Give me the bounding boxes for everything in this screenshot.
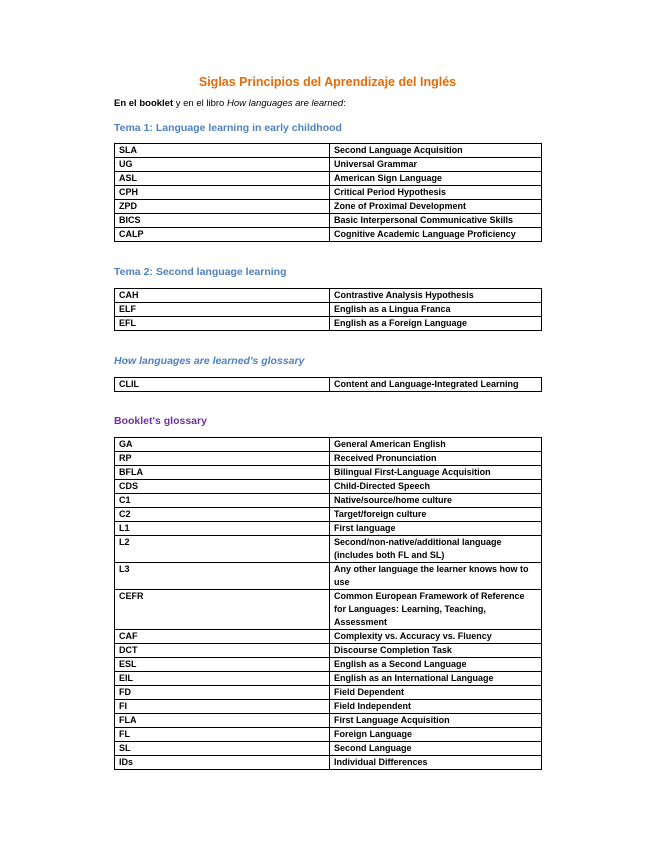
acronym-cell: CEFR (115, 590, 330, 630)
table-row (115, 452, 542, 466)
definition-cell: Bilingual First-Language Acquisition (330, 466, 542, 480)
acronym-cell: DCT (115, 644, 330, 658)
acronym-cell: C1 (115, 494, 330, 508)
definition-cell: Target/foreign culture (330, 508, 542, 522)
definition-cell: Cognitive Academic Language Proficiency (330, 228, 542, 242)
table-row (115, 728, 542, 742)
table-row (115, 317, 542, 331)
table-row (115, 228, 542, 242)
definition-cell: Second Language (330, 742, 542, 756)
intro-middle: y en el libro (173, 98, 227, 109)
glossary-table-booklet (114, 437, 542, 770)
acronym-cell: ASL (115, 172, 330, 186)
acronym-cell: FD (115, 686, 330, 700)
table-row (115, 536, 542, 563)
table-row (115, 158, 542, 172)
definition-cell: Second/non-native/additional language (includes both FL and SL) (330, 536, 542, 563)
table-row (115, 742, 542, 756)
definition-cell: Critical Period Hypothesis (330, 186, 542, 200)
table-row (115, 144, 542, 158)
table-row (115, 303, 542, 317)
acronym-cell: CDS (115, 480, 330, 494)
glossary-table-tema1 (114, 143, 542, 242)
table-row (115, 644, 542, 658)
definition-cell: Second Language Acquisition (330, 144, 542, 158)
table-row (115, 378, 542, 392)
table-row (115, 214, 542, 228)
definition-cell: Contrastive Analysis Hypothesis (330, 289, 542, 303)
definition-cell: Complexity vs. Accuracy vs. Fluency (330, 630, 542, 644)
intro-end: : (343, 98, 346, 109)
definition-cell: Native/source/home culture (330, 494, 542, 508)
section-heading-tema2: Tema 2: Second language learning (114, 266, 287, 278)
definition-cell: English as a Lingua Franca (330, 303, 542, 317)
glossary-table-tema2 (114, 288, 542, 331)
section-heading-booklet-glossary: Booklet's glossary (114, 415, 207, 427)
table-row (115, 438, 542, 452)
table-row (115, 480, 542, 494)
table-row (115, 714, 542, 728)
definition-cell: Field Dependent (330, 686, 542, 700)
acronym-cell: CAF (115, 630, 330, 644)
definition-cell: Any other language the learner knows how to use (330, 563, 542, 590)
acronym-cell: ESL (115, 658, 330, 672)
acronym-cell: RP (115, 452, 330, 466)
table-row (115, 686, 542, 700)
acronym-cell: BICS (115, 214, 330, 228)
acronym-cell: L3 (115, 563, 330, 590)
table-row (115, 494, 542, 508)
definition-cell: Content and Language-Integrated Learning (330, 378, 542, 392)
table-row (115, 186, 542, 200)
acronym-cell: ZPD (115, 200, 330, 214)
table-row (115, 630, 542, 644)
section-heading-book-glossary: How languages are learned's glossary (114, 355, 305, 367)
acronym-cell: GA (115, 438, 330, 452)
definition-cell: Zone of Proximal Development (330, 200, 542, 214)
acronym-cell: L1 (115, 522, 330, 536)
definition-cell: Universal Grammar (330, 158, 542, 172)
definition-cell: Individual Differences (330, 756, 542, 770)
intro-line (114, 98, 346, 109)
table-row (115, 563, 542, 590)
acronym-cell: CLIL (115, 378, 330, 392)
table-row (115, 700, 542, 714)
acronym-cell: FI (115, 700, 330, 714)
acronym-cell: C2 (115, 508, 330, 522)
table-row (115, 756, 542, 770)
table-row (115, 466, 542, 480)
acronym-cell: SLA (115, 144, 330, 158)
page-title: Siglas Principios del Aprendizaje del Inglés (198, 75, 457, 89)
definition-cell: General American English (330, 438, 542, 452)
table-row (115, 508, 542, 522)
glossary-table-book (114, 377, 542, 392)
definition-cell: Foreign Language (330, 728, 542, 742)
table-row (115, 200, 542, 214)
definition-cell: First language (330, 522, 542, 536)
acronym-cell: FLA (115, 714, 330, 728)
definition-cell: Child-Directed Speech (330, 480, 542, 494)
acronym-cell: CALP (115, 228, 330, 242)
definition-cell: American Sign Language (330, 172, 542, 186)
acronym-cell: UG (115, 158, 330, 172)
definition-cell: Discourse Completion Task (330, 644, 542, 658)
definition-cell: Received Pronunciation (330, 452, 542, 466)
acronym-cell: BFLA (115, 466, 330, 480)
acronym-cell: SL (115, 742, 330, 756)
table-row (115, 172, 542, 186)
definition-cell: Field Independent (330, 700, 542, 714)
acronym-cell: ELF (115, 303, 330, 317)
section-heading-tema1: Tema 1: Language learning in early childhood (114, 122, 342, 134)
acronym-cell: EIL (115, 672, 330, 686)
acronym-cell: CPH (115, 186, 330, 200)
table-row (115, 658, 542, 672)
acronym-cell: EFL (115, 317, 330, 331)
acronym-cell: CAH (115, 289, 330, 303)
definition-cell: First Language Acquisition (330, 714, 542, 728)
definition-cell: English as an International Language (330, 672, 542, 686)
acronym-cell: IDs (115, 756, 330, 770)
definition-cell: Common European Framework of Reference for Languages: Learning, Teaching, Assessment (330, 590, 542, 630)
acronym-cell: L2 (115, 536, 330, 563)
definition-cell: English as a Foreign Language (330, 317, 542, 331)
table-row (115, 672, 542, 686)
table-row (115, 590, 542, 630)
intro-italic: How languages are learned (227, 98, 344, 109)
intro-bold: En el booklet (114, 98, 174, 109)
acronym-cell: FL (115, 728, 330, 742)
table-row (115, 289, 542, 303)
table-row (115, 522, 542, 536)
definition-cell: Basic Interpersonal Communicative Skills (330, 214, 542, 228)
definition-cell: English as a Second Language (330, 658, 542, 672)
